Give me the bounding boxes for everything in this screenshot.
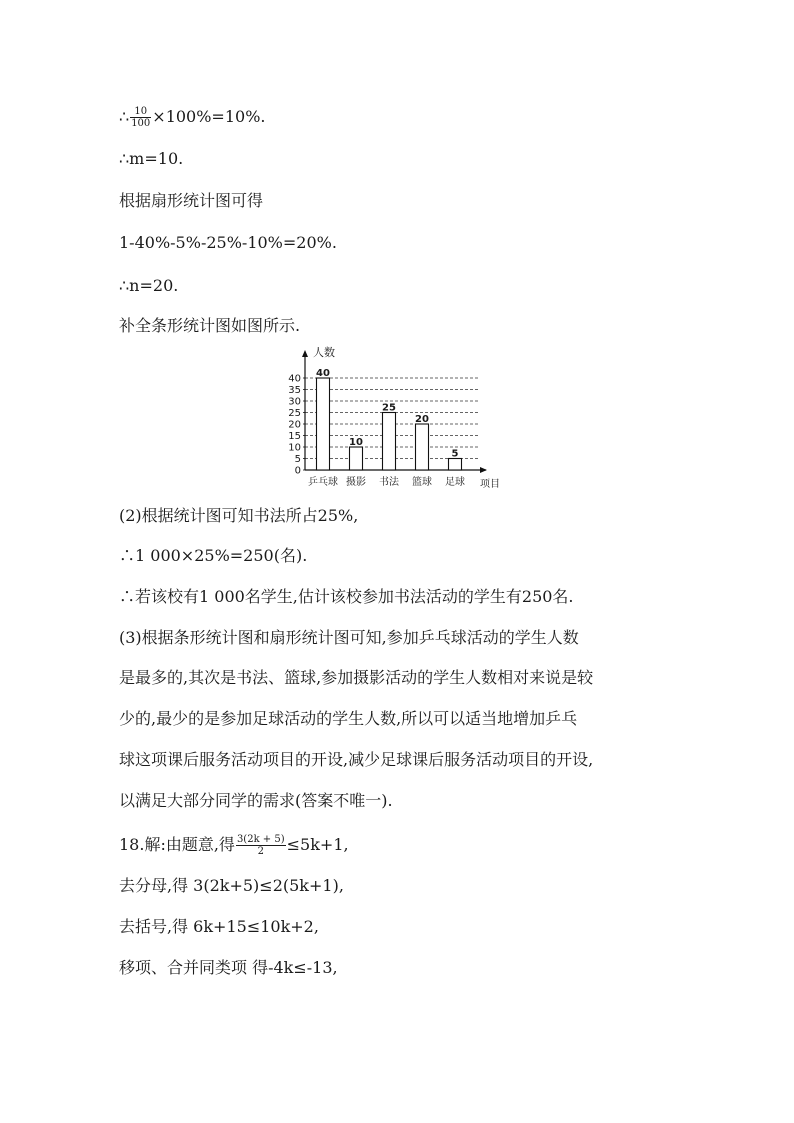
equation-rest: ≤5k+1, <box>286 835 349 854</box>
y-tick-label: 0 <box>294 465 301 477</box>
bar <box>449 459 462 471</box>
x-category-label: 篮球 <box>412 477 432 488</box>
y-tick-label: 35 <box>288 385 301 396</box>
fraction-numerator: 3(2k + 5) <box>236 834 285 845</box>
equation-line-15 <box>119 834 349 857</box>
text-line-18: 移项、合并同类项 得-4k≤-13, <box>119 958 338 977</box>
bar-value-label: 5 <box>451 448 459 460</box>
y-tick-label: 5 <box>294 454 301 465</box>
bar-series <box>317 378 462 470</box>
text-line-14: 以满足大部分同学的需求(答案不唯一). <box>119 791 393 810</box>
y-axis-arrow <box>302 350 308 357</box>
text-line-3: 根据扇形统计图可得 <box>119 191 264 210</box>
text-line-16: 去分母,得 3(2k+5)≤2(5k+1), <box>119 876 344 895</box>
text-line-11: 是最多的,其次是书法、篮球,参加摄影活动的学生人数相对来说是较 <box>119 668 594 687</box>
bar <box>350 447 363 470</box>
fraction-denominator: 2 <box>257 846 264 857</box>
text-line-8: ∴1 000×25%=250(名). <box>119 546 308 565</box>
text-line-6: 补全条形统计图如图所示. <box>119 316 301 335</box>
x-category-label: 足球 <box>445 477 465 488</box>
fraction-denominator: 100 <box>131 118 151 129</box>
y-tick-label: 15 <box>288 431 301 442</box>
bar-value-label: 25 <box>382 402 396 414</box>
bar <box>383 413 396 471</box>
x-axis-arrow <box>480 467 487 473</box>
text-line-12: 少的,最少的是参加足球活动的学生人数,所以可以适当地增加乒乓 <box>119 709 578 728</box>
x-category-label: 书法 <box>379 477 399 488</box>
bar <box>416 424 429 470</box>
fraction-numerator: 10 <box>130 106 151 118</box>
text-line-5: ∴n=20. <box>119 276 179 295</box>
equation-line-1 <box>119 106 265 129</box>
y-tick-label: 20 <box>288 419 301 431</box>
y-tick-label: 40 <box>288 373 301 385</box>
fraction <box>236 834 286 857</box>
fraction <box>130 106 151 129</box>
y-tick-label: 30 <box>288 396 301 408</box>
bar-chart <box>288 344 510 492</box>
text-line-7: (2)根据统计图可知书法所占25%, <box>119 506 359 525</box>
text-line-13: 球这项课后服务活动项目的开设,减少足球课后服务活动项目的开设, <box>119 750 594 769</box>
x-category-label: 乒乓球 <box>308 477 338 488</box>
x-axis-title: 项目 <box>480 479 500 490</box>
bar-value-label: 20 <box>415 414 429 425</box>
y-tick-label: 10 <box>288 442 301 454</box>
text-line-10: (3)根据条形统计图和扇形统计图可知,参加乒乓球活动的学生人数 <box>119 628 579 647</box>
y-tick-label: 25 <box>288 408 301 419</box>
text-line-4: 1-40%-5%-25%-10%=20%. <box>119 233 337 252</box>
therefore-symbol: ∴ <box>119 107 130 126</box>
equation-rest: ×100%=10%. <box>152 107 266 126</box>
bar <box>317 378 330 470</box>
text-line-17: 去括号,得 6k+15≤10k+2, <box>119 917 319 936</box>
bar-value-label: 40 <box>316 368 330 379</box>
text-line-2: ∴m=10. <box>119 149 184 168</box>
text-line-9: ∴若该校有1 000名学生,估计该校参加书法活动的学生有250名. <box>119 587 574 606</box>
x-category-label: 摄影 <box>346 477 366 488</box>
bar-value-label: 10 <box>349 437 363 448</box>
problem-intro: 18.解:由题意,得 <box>119 835 235 854</box>
y-axis-title: 人数 <box>313 346 335 359</box>
